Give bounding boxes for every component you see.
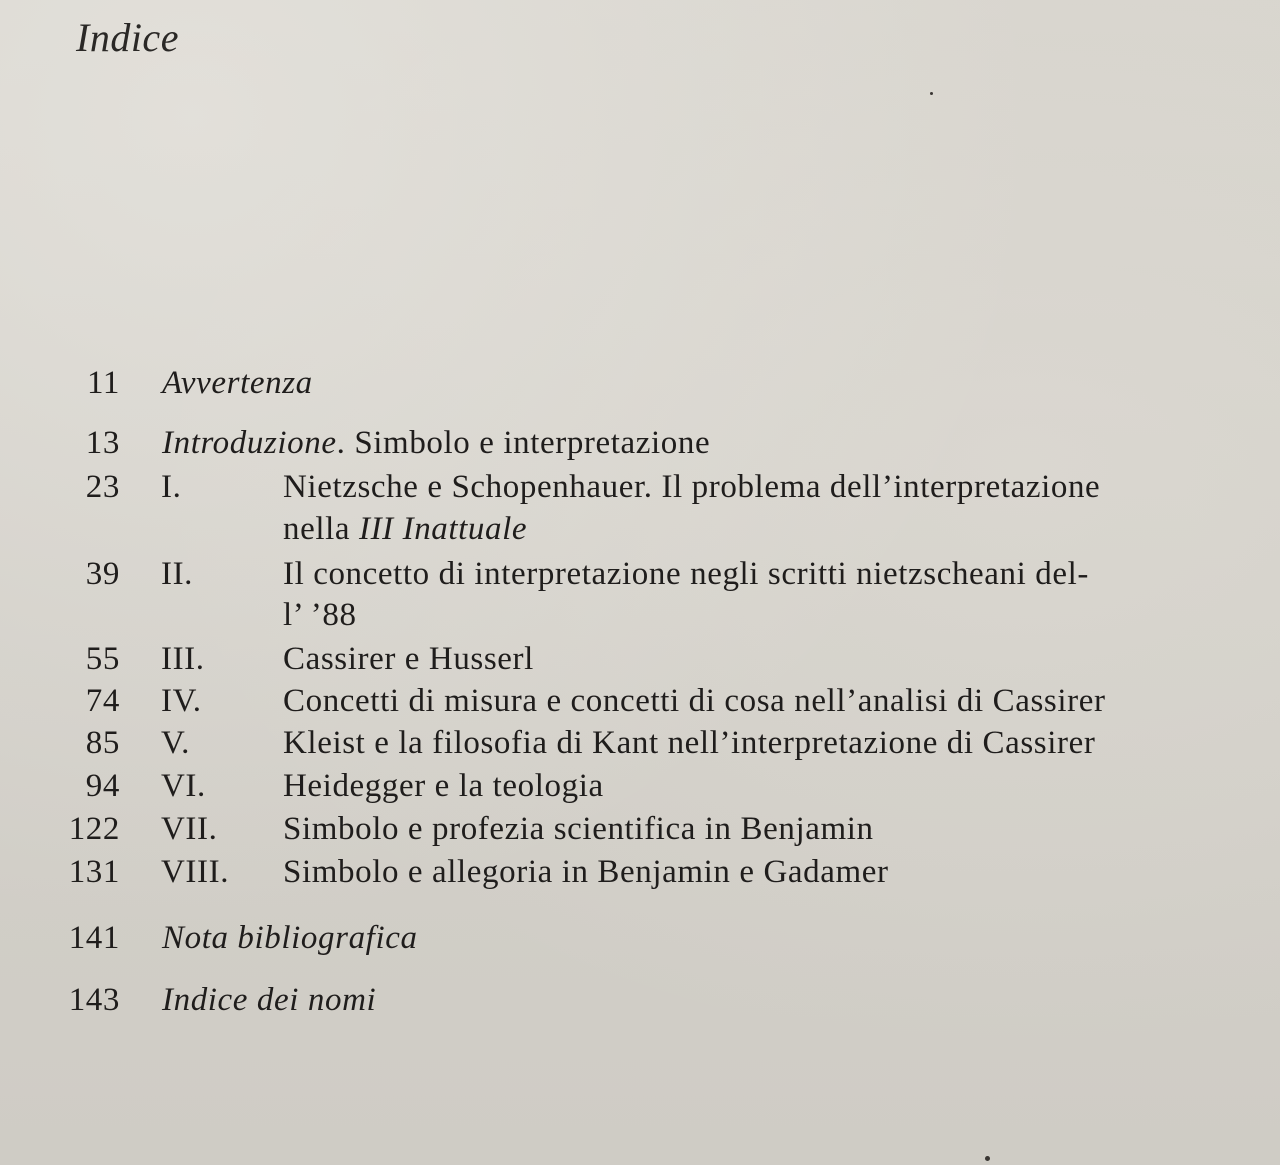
toc-entry-title: Indice dei nomi [162, 982, 377, 1018]
chapter-title-continuation [283, 508, 527, 551]
chapter-numeral: VIII. [161, 854, 230, 890]
chapter-numeral: I. [161, 469, 182, 505]
toc-page-number: 141 [68, 920, 120, 956]
toc-page-number: 11 [87, 365, 120, 401]
page-title: Indice [76, 15, 179, 60]
toc-page-number: 23 [85, 469, 120, 505]
chapter-title: Cassirer e Husserl [283, 641, 534, 677]
toc-entry-title: Avvertenza [162, 365, 313, 401]
chapter-title-prefix: nella [283, 511, 359, 547]
chapter-numeral: IV. [161, 683, 202, 719]
toc-page-number: 74 [85, 683, 120, 719]
chapter-numeral: VII. [161, 811, 218, 847]
toc-page-number: 13 [85, 425, 120, 461]
chapter-title: Il concetto di interpretazione negli scritti nietzscheani del- [283, 556, 1089, 592]
toc-page-number: 131 [68, 854, 120, 890]
toc-entry-title-rest: . Simbolo e interpretazione [336, 425, 711, 461]
toc-page-number: 55 [85, 641, 120, 677]
chapter-title: Simbolo e allegoria in Benjamin e Gadamer [283, 854, 889, 890]
toc-entry-title-italic: Introduzione [162, 425, 337, 461]
chapter-title-italic: III Inattuale [358, 511, 528, 547]
chapter-numeral: II. [161, 556, 194, 592]
chapter-numeral: III. [161, 641, 205, 677]
toc-entry-title: Nota bibliografica [162, 920, 418, 956]
chapter-numeral: VI. [161, 768, 206, 804]
chapter-title: Kleist e la filosofia di Kant nell’interpretazione di Cassirer [283, 725, 1096, 761]
chapter-title-continuation: l’ ’88 [283, 597, 357, 633]
chapter-title: Nietzsche e Schopenhauer. Il problema dell’interpretazione [283, 469, 1101, 505]
chapter-title: Concetti di misura e concetti di cosa nell’analisi di Cassirer [283, 683, 1106, 719]
chapter-numeral: V. [161, 725, 191, 761]
toc-page-number: 85 [85, 725, 120, 761]
toc-page-number: 143 [68, 982, 120, 1018]
toc-page-number: 39 [85, 556, 120, 592]
toc-entry-title [162, 422, 710, 465]
toc-page-number: 94 [85, 768, 120, 804]
chapter-title: Heidegger e la teologia [283, 768, 604, 804]
paper-speck [985, 1156, 990, 1161]
paper-speck [930, 92, 933, 95]
toc-page-number: 122 [68, 811, 120, 847]
chapter-title: Simbolo e profezia scientifica in Benjamin [283, 811, 874, 847]
